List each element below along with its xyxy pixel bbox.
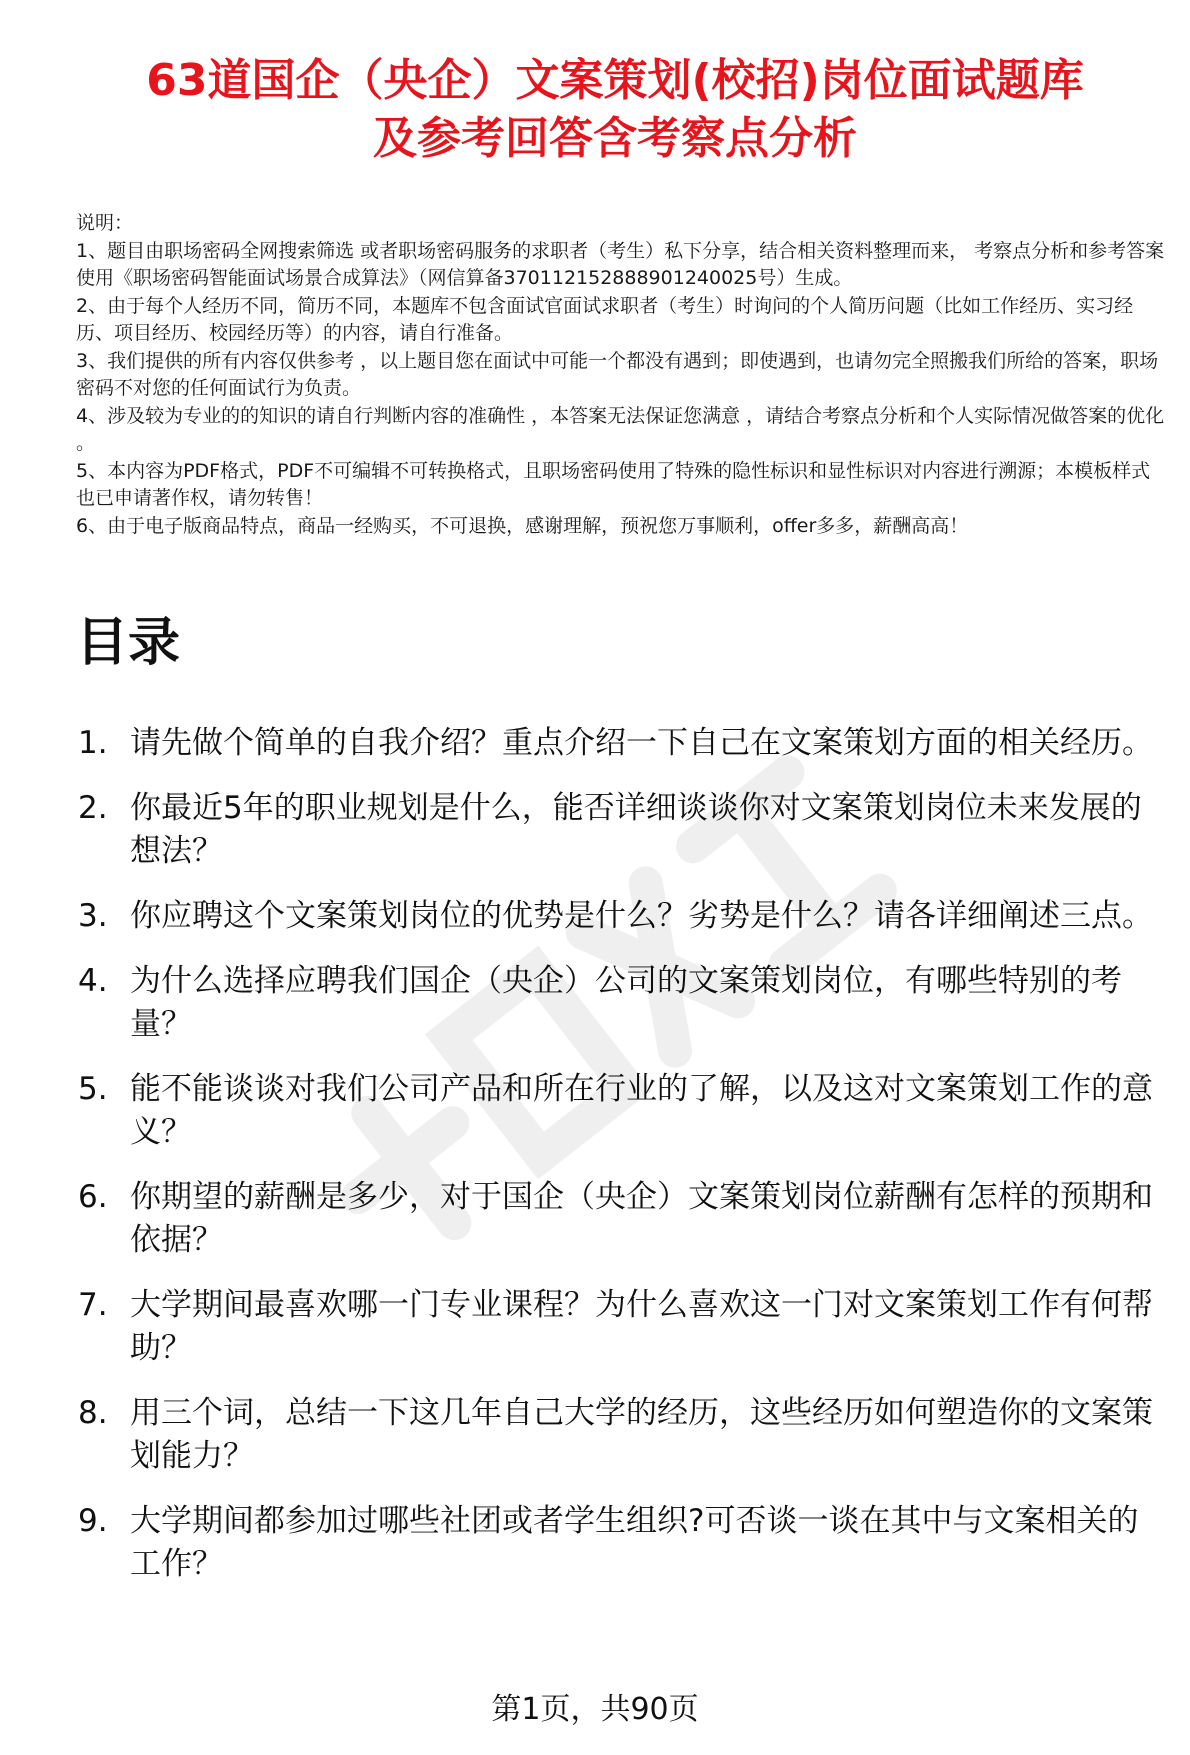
note-item: 6、由于电子版商品特点，商品一经购买，不可退换，感谢理解，预祝您万事顺利，offer多多，薪酬高高！ — [76, 514, 969, 537]
toc-item[interactable] — [78, 722, 1164, 765]
title-line-1: 63道国企（央企）文案策划(校招)岗位面试题库 — [146, 55, 1084, 106]
toc-item[interactable] — [78, 1500, 1164, 1586]
toc-item-number: 1. — [78, 725, 108, 761]
notes-label: 说明： — [76, 212, 134, 234]
toc-item-text: 你应聘这个文案策划岗位的优势是什么？劣势是什么？请各详细阐述三点。 — [130, 898, 1153, 934]
toc-item-text: 请先做个简单的自我介绍？重点介绍一下自己在文案策划方面的相关经历。 — [130, 725, 1153, 761]
toc-item[interactable] — [78, 895, 1164, 938]
toc-item-number: 3. — [78, 898, 108, 934]
toc-item[interactable] — [78, 1392, 1164, 1478]
toc-item-text: 用三个词，总结一下这几年自己大学的经历，这些经历如何塑造你的文案策划能力？ — [130, 1395, 1153, 1474]
toc-item[interactable] — [78, 1068, 1164, 1154]
toc-item-number: 2. — [78, 790, 108, 826]
toc-list — [78, 722, 1164, 1608]
toc-item-text: 大学期间最喜欢哪一门专业课程？为什么喜欢这一门对文案策划工作有何帮助？ — [130, 1287, 1153, 1366]
note-item: 5、本内容为PDF格式，PDF不可编辑不可转换格式，且职场密码使用了特殊的隐性标识和显性标识对内容进行溯源；本模板样式也已申请著作权，请勿转售！ — [76, 459, 1151, 509]
toc-item[interactable] — [78, 787, 1164, 873]
toc-item[interactable] — [78, 1176, 1164, 1262]
toc-item[interactable] — [78, 1284, 1164, 1370]
toc-item-number: 6. — [78, 1179, 108, 1215]
note-item: 3、我们提供的所有内容仅供参考 ，以上题目您在面试中可能一个都没有遇到；即使遇到，也请勿完全照搬我们所给的答案，职场密码不对您的任何面试行为负责。 — [76, 349, 1159, 399]
notes-section — [76, 210, 1168, 540]
toc-item-text: 你期望的薪酬是多少，对于国企（央企）文案策划岗位薪酬有怎样的预期和依据？ — [130, 1179, 1153, 1258]
toc-item-number: 4. — [78, 963, 108, 999]
toc-item-text: 大学期间都参加过哪些社团或者学生组织?可否谈一谈在其中与文案相关的工作？ — [130, 1503, 1139, 1582]
toc-item-number: 9. — [78, 1503, 108, 1539]
document-title — [60, 52, 1170, 168]
toc-heading: 目录 — [76, 613, 181, 673]
toc-item-text: 能不能谈谈对我们公司产品和所在行业的了解，以及这对文案策划工作的意义？ — [130, 1071, 1153, 1150]
note-item: 4、涉及较为专业的的知识的请自行判断内容的准确性 ，本答案无法保证您满意 ，请结合考察点分析和个人实际情况做答案的优化 。 — [76, 404, 1165, 454]
page-footer: 第1页，共90页 — [491, 1692, 699, 1727]
title-line-2: 及参考回答含考察点分析 — [373, 113, 857, 164]
toc-item-text: 为什么选择应聘我们国企（央企）公司的文案策划岗位，有哪些特别的考量？ — [130, 963, 1122, 1042]
toc-item-number: 5. — [78, 1071, 108, 1107]
toc-item[interactable] — [78, 960, 1164, 1046]
toc-item-number: 8. — [78, 1395, 108, 1431]
note-item: 1、题目由职场密码全网搜索筛选 或者职场密码服务的求职者（考生）私下分享，结合相关资料整理而来， 考察点分析和参考答案使用《职场密码智能面试场景合成算法》（网信算备370112152888901240025号）生成。 — [76, 239, 1165, 289]
note-item: 2、由于每个人经历不同，简历不同，本题库不包含面试官面试求职者（考生）时询问的个人简历问题（比如工作经历、实习经历、项目经历、校园经历等）的内容，请自行准备。 — [76, 294, 1134, 344]
toc-item-text: 你最近5年的职业规划是什么，能否详细谈谈你对文案策划岗位未来发展的想法？ — [130, 790, 1142, 869]
toc-item-number: 7. — [78, 1287, 108, 1323]
